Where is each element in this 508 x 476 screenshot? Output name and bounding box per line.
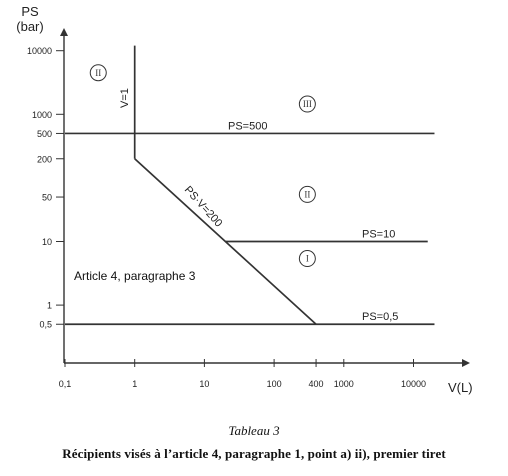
x-tick-label: 400 (308, 379, 324, 389)
y-tick-label: 1 (46, 300, 52, 311)
y-tick-label: 500 (36, 128, 52, 139)
zone-label: III (302, 99, 312, 110)
y-tick-label: 10000 (26, 46, 52, 57)
y-axis-title-line2: (bar) (16, 19, 44, 34)
zone-label: II (95, 67, 102, 78)
x-tick-label: 0,1 (58, 379, 72, 389)
zone-marker-1 (299, 96, 315, 112)
series-label-4: PS=0,5 (362, 311, 399, 324)
series-label-3: PS=10 (362, 228, 396, 241)
caption-subtitle: Récipients visés à l’article 4, paragraphe 1, point a) ii), premier tiret (62, 446, 446, 461)
annotation-text: Article 4, paragraphe 3 (74, 269, 196, 283)
x-tick-label: 10 (199, 379, 210, 389)
y-tick-label: 0,5 (39, 319, 52, 330)
caption-title: Tableau 3 (228, 423, 280, 438)
zone-label: I (305, 253, 309, 264)
series-label-1: V=1 (119, 88, 131, 108)
zone-marker-2 (299, 186, 315, 202)
y-tick-label: 10 (41, 237, 52, 247)
series-label-0: PS=500 (228, 120, 268, 133)
chart-labels (74, 65, 398, 323)
zone-marker-3 (299, 251, 315, 267)
y-tick-label: 1000 (31, 109, 52, 120)
series-label-2: PS·V=200 (181, 183, 225, 230)
x-tick-label: 1 (132, 379, 138, 389)
axes (16, 4, 472, 395)
y-tick-label: 50 (41, 192, 52, 203)
x-tick-label: 10000 (400, 379, 427, 389)
x-tick-label: 100 (266, 379, 282, 389)
zone-label: II (304, 189, 311, 200)
x-tick-label: 1000 (333, 379, 354, 389)
x-axis-title: V(L) (448, 380, 473, 395)
zone-marker-0 (90, 65, 106, 81)
y-tick-label: 200 (36, 154, 52, 165)
y-axis-title-line1: PS (21, 4, 39, 19)
